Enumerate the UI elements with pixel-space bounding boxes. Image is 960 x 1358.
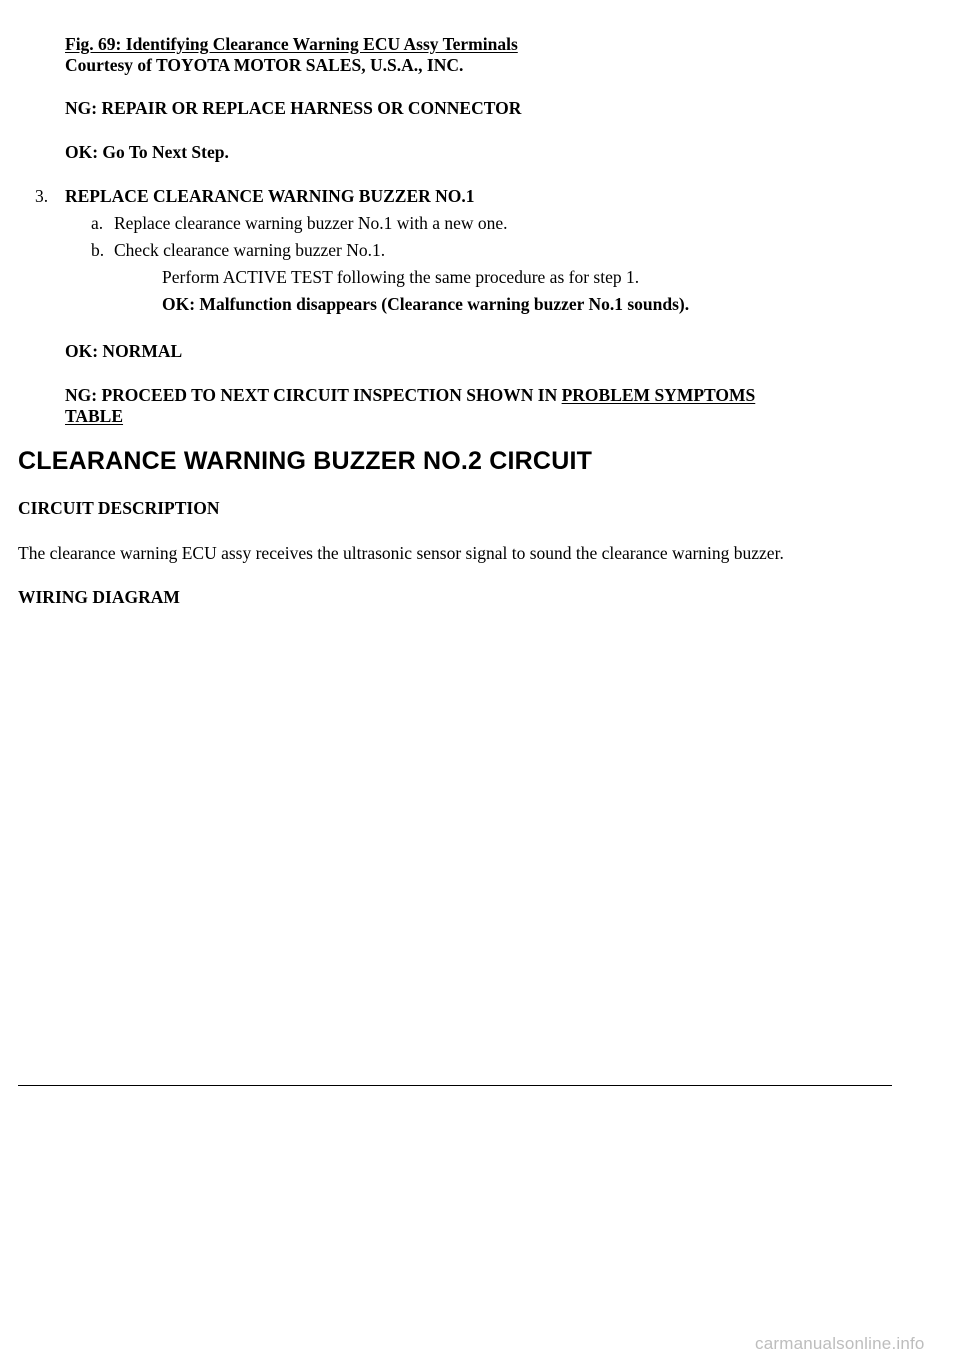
problem-symptoms-link-continued[interactable]: TABLE xyxy=(65,406,124,426)
circuit-description-text: The clearance warning ECU assy receives the ultrasonic sensor signal to sound the clearance warning buzzer. xyxy=(18,543,784,563)
step-title: REPLACE CLEARANCE WARNING BUZZER NO.1 xyxy=(65,186,475,206)
section-title: CLEARANCE WARNING BUZZER NO.2 CIRCUIT xyxy=(18,447,593,475)
ok-result-malfunction: OK: Malfunction disappears (Clearance warning buzzer No.1 sounds). xyxy=(162,294,690,314)
substep-text: Check clearance warning buzzer No.1. xyxy=(114,240,386,260)
page-divider xyxy=(18,1085,892,1086)
ng-result-proceed xyxy=(65,384,755,406)
step-number: 3. xyxy=(35,186,49,206)
substep-marker: b. xyxy=(91,240,105,260)
figure-courtesy: Courtesy of TOYOTA MOTOR SALES, U.S.A., INC. xyxy=(65,55,464,75)
ng-result-prefix: NG: PROCEED TO NEXT CIRCUIT INSPECTION SHOWN IN xyxy=(65,385,562,405)
ok-result-normal: OK: NORMAL xyxy=(65,341,183,361)
circuit-description-heading: CIRCUIT DESCRIPTION xyxy=(18,498,220,518)
figure-caption-link[interactable]: Fig. 69: Identifying Clearance Warning ECU Assy Terminals xyxy=(65,34,518,54)
ng-result-repair: NG: REPAIR OR REPLACE HARNESS OR CONNECTOR xyxy=(65,98,522,118)
watermark: carmanualsonline.info xyxy=(755,1334,925,1353)
ok-result-next-step: OK: Go To Next Step. xyxy=(65,142,229,162)
substep-marker: a. xyxy=(91,213,104,233)
wiring-diagram-heading: WIRING DIAGRAM xyxy=(18,587,180,607)
substep-text: Replace clearance warning buzzer No.1 with a new one. xyxy=(114,213,508,233)
problem-symptoms-link[interactable]: PROBLEM SYMPTOMS xyxy=(561,385,756,405)
procedure-text: Perform ACTIVE TEST following the same procedure as for step 1. xyxy=(162,267,640,287)
